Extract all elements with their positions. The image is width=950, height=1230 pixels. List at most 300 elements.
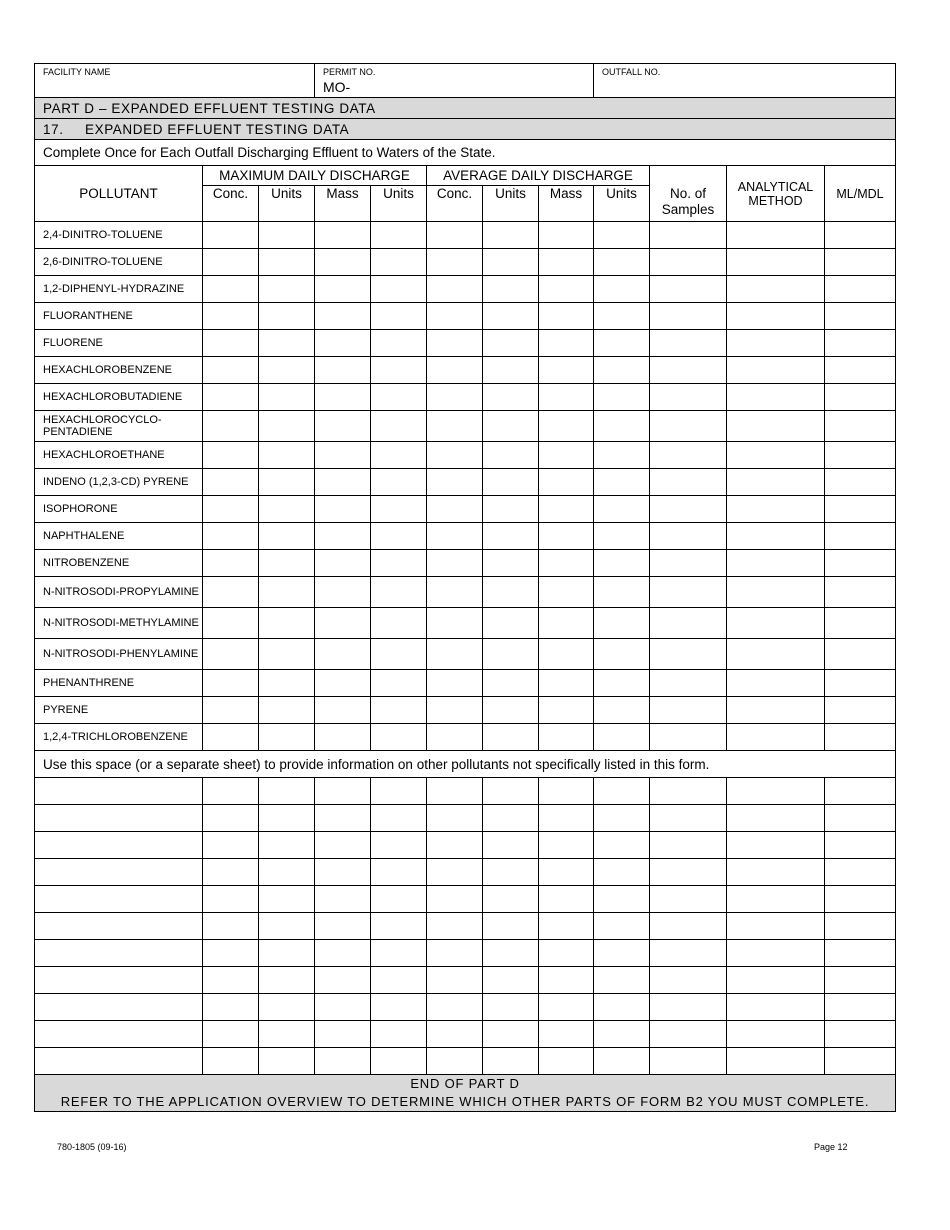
data-entry-cell[interactable] xyxy=(483,859,539,886)
data-entry-cell[interactable] xyxy=(315,442,371,469)
data-entry-cell[interactable] xyxy=(315,330,371,357)
data-entry-cell[interactable] xyxy=(203,913,259,940)
data-entry-cell[interactable] xyxy=(203,577,259,608)
data-entry-cell[interactable] xyxy=(427,384,483,411)
data-entry-cell[interactable] xyxy=(650,1048,727,1075)
data-entry-cell[interactable] xyxy=(259,496,315,523)
data-entry-cell[interactable] xyxy=(727,778,825,805)
data-entry-cell[interactable] xyxy=(650,523,727,550)
data-entry-cell[interactable] xyxy=(203,886,259,913)
data-entry-cell[interactable] xyxy=(259,778,315,805)
data-entry-cell[interactable] xyxy=(259,832,315,859)
data-entry-cell[interactable] xyxy=(539,411,594,442)
data-entry-cell[interactable] xyxy=(483,1048,539,1075)
data-entry-cell[interactable] xyxy=(427,469,483,496)
data-entry-cell[interactable] xyxy=(650,384,727,411)
data-entry-cell[interactable] xyxy=(650,222,727,249)
data-entry-cell[interactable] xyxy=(259,940,315,967)
data-entry-cell[interactable] xyxy=(650,940,727,967)
data-entry-cell[interactable] xyxy=(539,496,594,523)
data-entry-cell[interactable] xyxy=(259,697,315,724)
data-entry-cell[interactable] xyxy=(825,994,896,1021)
data-entry-cell[interactable] xyxy=(371,577,427,608)
data-entry-cell[interactable] xyxy=(427,330,483,357)
data-entry-cell[interactable] xyxy=(825,967,896,994)
data-entry-cell[interactable] xyxy=(315,639,371,670)
data-entry-cell[interactable] xyxy=(539,249,594,276)
data-entry-cell[interactable] xyxy=(539,967,594,994)
data-entry-cell[interactable] xyxy=(427,222,483,249)
pollutant-name-input[interactable] xyxy=(35,778,203,805)
data-entry-cell[interactable] xyxy=(371,1048,427,1075)
data-entry-cell[interactable] xyxy=(315,469,371,496)
pollutant-name-input[interactable] xyxy=(35,967,203,994)
data-entry-cell[interactable] xyxy=(203,859,259,886)
data-entry-cell[interactable] xyxy=(825,608,896,639)
data-entry-cell[interactable] xyxy=(594,442,650,469)
data-entry-cell[interactable] xyxy=(259,724,315,751)
data-entry-cell[interactable] xyxy=(371,886,427,913)
data-entry-cell[interactable] xyxy=(650,411,727,442)
data-entry-cell[interactable] xyxy=(259,913,315,940)
data-entry-cell[interactable] xyxy=(259,550,315,577)
data-entry-cell[interactable] xyxy=(825,913,896,940)
data-entry-cell[interactable] xyxy=(650,639,727,670)
data-entry-cell[interactable] xyxy=(825,832,896,859)
data-entry-cell[interactable] xyxy=(203,1021,259,1048)
data-entry-cell[interactable] xyxy=(539,469,594,496)
data-entry-cell[interactable] xyxy=(650,697,727,724)
data-entry-cell[interactable] xyxy=(727,469,825,496)
data-entry-cell[interactable] xyxy=(483,805,539,832)
data-entry-cell[interactable] xyxy=(594,496,650,523)
data-entry-cell[interactable] xyxy=(539,778,594,805)
data-entry-cell[interactable] xyxy=(427,249,483,276)
data-entry-cell[interactable] xyxy=(825,859,896,886)
data-entry-cell[interactable] xyxy=(727,411,825,442)
data-entry-cell[interactable] xyxy=(371,859,427,886)
data-entry-cell[interactable] xyxy=(259,523,315,550)
data-entry-cell[interactable] xyxy=(203,357,259,384)
data-entry-cell[interactable] xyxy=(594,608,650,639)
data-entry-cell[interactable] xyxy=(825,222,896,249)
data-entry-cell[interactable] xyxy=(203,384,259,411)
data-entry-cell[interactable] xyxy=(203,330,259,357)
data-entry-cell[interactable] xyxy=(315,994,371,1021)
data-entry-cell[interactable] xyxy=(825,384,896,411)
data-entry-cell[interactable] xyxy=(203,496,259,523)
data-entry-cell[interactable] xyxy=(371,357,427,384)
data-entry-cell[interactable] xyxy=(594,222,650,249)
data-entry-cell[interactable] xyxy=(259,330,315,357)
data-entry-cell[interactable] xyxy=(727,697,825,724)
data-entry-cell[interactable] xyxy=(315,1048,371,1075)
data-entry-cell[interactable] xyxy=(483,1021,539,1048)
data-entry-cell[interactable] xyxy=(315,670,371,697)
data-entry-cell[interactable] xyxy=(203,442,259,469)
data-entry-cell[interactable] xyxy=(825,303,896,330)
data-entry-cell[interactable] xyxy=(371,994,427,1021)
data-entry-cell[interactable] xyxy=(203,697,259,724)
data-entry-cell[interactable] xyxy=(539,276,594,303)
data-entry-cell[interactable] xyxy=(315,222,371,249)
data-entry-cell[interactable] xyxy=(727,805,825,832)
data-entry-cell[interactable] xyxy=(539,639,594,670)
data-entry-cell[interactable] xyxy=(825,550,896,577)
data-entry-cell[interactable] xyxy=(825,670,896,697)
data-entry-cell[interactable] xyxy=(483,222,539,249)
data-entry-cell[interactable] xyxy=(594,832,650,859)
data-entry-cell[interactable] xyxy=(315,249,371,276)
data-entry-cell[interactable] xyxy=(483,442,539,469)
data-entry-cell[interactable] xyxy=(539,357,594,384)
facility-name-field[interactable] xyxy=(35,64,315,98)
data-entry-cell[interactable] xyxy=(259,303,315,330)
data-entry-cell[interactable] xyxy=(259,670,315,697)
data-entry-cell[interactable] xyxy=(594,330,650,357)
data-entry-cell[interactable] xyxy=(259,1048,315,1075)
data-entry-cell[interactable] xyxy=(315,550,371,577)
data-entry-cell[interactable] xyxy=(594,384,650,411)
data-entry-cell[interactable] xyxy=(727,724,825,751)
data-entry-cell[interactable] xyxy=(315,913,371,940)
data-entry-cell[interactable] xyxy=(594,357,650,384)
data-entry-cell[interactable] xyxy=(825,886,896,913)
data-entry-cell[interactable] xyxy=(825,577,896,608)
data-entry-cell[interactable] xyxy=(594,577,650,608)
data-entry-cell[interactable] xyxy=(483,276,539,303)
data-entry-cell[interactable] xyxy=(594,1048,650,1075)
data-entry-cell[interactable] xyxy=(539,670,594,697)
data-entry-cell[interactable] xyxy=(727,303,825,330)
data-entry-cell[interactable] xyxy=(483,330,539,357)
data-entry-cell[interactable] xyxy=(203,967,259,994)
data-entry-cell[interactable] xyxy=(483,523,539,550)
data-entry-cell[interactable] xyxy=(483,577,539,608)
data-entry-cell[interactable] xyxy=(315,967,371,994)
data-entry-cell[interactable] xyxy=(203,940,259,967)
data-entry-cell[interactable] xyxy=(594,940,650,967)
data-entry-cell[interactable] xyxy=(539,1021,594,1048)
data-entry-cell[interactable] xyxy=(315,276,371,303)
data-entry-cell[interactable] xyxy=(539,523,594,550)
data-entry-cell[interactable] xyxy=(727,1048,825,1075)
data-entry-cell[interactable] xyxy=(315,608,371,639)
data-entry-cell[interactable] xyxy=(259,1021,315,1048)
data-entry-cell[interactable] xyxy=(203,670,259,697)
data-entry-cell[interactable] xyxy=(427,1021,483,1048)
data-entry-cell[interactable] xyxy=(825,724,896,751)
data-entry-cell[interactable] xyxy=(315,577,371,608)
data-entry-cell[interactable] xyxy=(315,496,371,523)
data-entry-cell[interactable] xyxy=(825,639,896,670)
data-entry-cell[interactable] xyxy=(483,967,539,994)
data-entry-cell[interactable] xyxy=(825,1021,896,1048)
data-entry-cell[interactable] xyxy=(371,384,427,411)
data-entry-cell[interactable] xyxy=(727,550,825,577)
data-entry-cell[interactable] xyxy=(483,886,539,913)
data-entry-cell[interactable] xyxy=(727,913,825,940)
data-entry-cell[interactable] xyxy=(315,384,371,411)
data-entry-cell[interactable] xyxy=(539,222,594,249)
data-entry-cell[interactable] xyxy=(539,913,594,940)
data-entry-cell[interactable] xyxy=(427,608,483,639)
data-entry-cell[interactable] xyxy=(483,496,539,523)
data-entry-cell[interactable] xyxy=(371,276,427,303)
pollutant-name-input[interactable] xyxy=(35,1021,203,1048)
data-entry-cell[interactable] xyxy=(594,523,650,550)
data-entry-cell[interactable] xyxy=(483,303,539,330)
data-entry-cell[interactable] xyxy=(203,222,259,249)
data-entry-cell[interactable] xyxy=(483,913,539,940)
data-entry-cell[interactable] xyxy=(727,670,825,697)
data-entry-cell[interactable] xyxy=(315,411,371,442)
data-entry-cell[interactable] xyxy=(371,222,427,249)
data-entry-cell[interactable] xyxy=(825,940,896,967)
data-entry-cell[interactable] xyxy=(483,411,539,442)
outfall-no-field[interactable] xyxy=(594,64,896,98)
data-entry-cell[interactable] xyxy=(727,222,825,249)
data-entry-cell[interactable] xyxy=(594,550,650,577)
data-entry-cell[interactable] xyxy=(594,411,650,442)
data-entry-cell[interactable] xyxy=(371,724,427,751)
data-entry-cell[interactable] xyxy=(203,276,259,303)
data-entry-cell[interactable] xyxy=(727,940,825,967)
data-entry-cell[interactable] xyxy=(539,330,594,357)
data-entry-cell[interactable] xyxy=(483,469,539,496)
data-entry-cell[interactable] xyxy=(371,778,427,805)
data-entry-cell[interactable] xyxy=(259,994,315,1021)
data-entry-cell[interactable] xyxy=(483,670,539,697)
data-entry-cell[interactable] xyxy=(825,411,896,442)
data-entry-cell[interactable] xyxy=(539,697,594,724)
data-entry-cell[interactable] xyxy=(483,249,539,276)
data-entry-cell[interactable] xyxy=(427,523,483,550)
data-entry-cell[interactable] xyxy=(203,469,259,496)
data-entry-cell[interactable] xyxy=(650,550,727,577)
data-entry-cell[interactable] xyxy=(825,330,896,357)
data-entry-cell[interactable] xyxy=(371,639,427,670)
data-entry-cell[interactable] xyxy=(203,550,259,577)
data-entry-cell[interactable] xyxy=(727,276,825,303)
data-entry-cell[interactable] xyxy=(427,276,483,303)
data-entry-cell[interactable] xyxy=(539,577,594,608)
data-entry-cell[interactable] xyxy=(727,357,825,384)
data-entry-cell[interactable] xyxy=(203,411,259,442)
data-entry-cell[interactable] xyxy=(371,967,427,994)
data-entry-cell[interactable] xyxy=(594,859,650,886)
data-entry-cell[interactable] xyxy=(539,832,594,859)
data-entry-cell[interactable] xyxy=(315,940,371,967)
data-entry-cell[interactable] xyxy=(594,276,650,303)
data-entry-cell[interactable] xyxy=(371,608,427,639)
data-entry-cell[interactable] xyxy=(427,940,483,967)
data-entry-cell[interactable] xyxy=(427,778,483,805)
data-entry-cell[interactable] xyxy=(203,778,259,805)
data-entry-cell[interactable] xyxy=(727,639,825,670)
data-entry-cell[interactable] xyxy=(539,859,594,886)
data-entry-cell[interactable] xyxy=(371,330,427,357)
data-entry-cell[interactable] xyxy=(315,697,371,724)
data-entry-cell[interactable] xyxy=(539,805,594,832)
data-entry-cell[interactable] xyxy=(371,442,427,469)
data-entry-cell[interactable] xyxy=(594,249,650,276)
data-entry-cell[interactable] xyxy=(259,577,315,608)
data-entry-cell[interactable] xyxy=(650,303,727,330)
data-entry-cell[interactable] xyxy=(727,577,825,608)
data-entry-cell[interactable] xyxy=(427,442,483,469)
data-entry-cell[interactable] xyxy=(427,967,483,994)
data-entry-cell[interactable] xyxy=(825,276,896,303)
data-entry-cell[interactable] xyxy=(315,724,371,751)
data-entry-cell[interactable] xyxy=(203,608,259,639)
data-entry-cell[interactable] xyxy=(371,697,427,724)
data-entry-cell[interactable] xyxy=(539,303,594,330)
data-entry-cell[interactable] xyxy=(371,1021,427,1048)
data-entry-cell[interactable] xyxy=(825,442,896,469)
data-entry-cell[interactable] xyxy=(203,523,259,550)
data-entry-cell[interactable] xyxy=(650,496,727,523)
data-entry-cell[interactable] xyxy=(427,913,483,940)
data-entry-cell[interactable] xyxy=(825,249,896,276)
data-entry-cell[interactable] xyxy=(650,805,727,832)
data-entry-cell[interactable] xyxy=(650,1021,727,1048)
data-entry-cell[interactable] xyxy=(371,249,427,276)
pollutant-name-input[interactable] xyxy=(35,913,203,940)
data-entry-cell[interactable] xyxy=(825,469,896,496)
data-entry-cell[interactable] xyxy=(727,608,825,639)
data-entry-cell[interactable] xyxy=(539,550,594,577)
data-entry-cell[interactable] xyxy=(259,639,315,670)
data-entry-cell[interactable] xyxy=(483,832,539,859)
data-entry-cell[interactable] xyxy=(650,778,727,805)
data-entry-cell[interactable] xyxy=(371,469,427,496)
data-entry-cell[interactable] xyxy=(825,523,896,550)
data-entry-cell[interactable] xyxy=(371,805,427,832)
data-entry-cell[interactable] xyxy=(315,303,371,330)
data-entry-cell[interactable] xyxy=(825,496,896,523)
data-entry-cell[interactable] xyxy=(825,805,896,832)
data-entry-cell[interactable] xyxy=(203,994,259,1021)
pollutant-name-input[interactable] xyxy=(35,1048,203,1075)
data-entry-cell[interactable] xyxy=(483,940,539,967)
data-entry-cell[interactable] xyxy=(825,1048,896,1075)
data-entry-cell[interactable] xyxy=(483,778,539,805)
data-entry-cell[interactable] xyxy=(483,994,539,1021)
data-entry-cell[interactable] xyxy=(594,913,650,940)
data-entry-cell[interactable] xyxy=(727,523,825,550)
pollutant-name-input[interactable] xyxy=(35,859,203,886)
data-entry-cell[interactable] xyxy=(315,832,371,859)
data-entry-cell[interactable] xyxy=(539,442,594,469)
data-entry-cell[interactable] xyxy=(427,832,483,859)
data-entry-cell[interactable] xyxy=(259,384,315,411)
data-entry-cell[interactable] xyxy=(371,913,427,940)
data-entry-cell[interactable] xyxy=(371,303,427,330)
data-entry-cell[interactable] xyxy=(650,469,727,496)
data-entry-cell[interactable] xyxy=(259,357,315,384)
data-entry-cell[interactable] xyxy=(594,697,650,724)
data-entry-cell[interactable] xyxy=(594,886,650,913)
data-entry-cell[interactable] xyxy=(427,639,483,670)
data-entry-cell[interactable] xyxy=(594,724,650,751)
data-entry-cell[interactable] xyxy=(727,967,825,994)
data-entry-cell[interactable] xyxy=(259,276,315,303)
data-entry-cell[interactable] xyxy=(371,496,427,523)
data-entry-cell[interactable] xyxy=(650,724,727,751)
data-entry-cell[interactable] xyxy=(825,697,896,724)
data-entry-cell[interactable] xyxy=(203,724,259,751)
data-entry-cell[interactable] xyxy=(259,469,315,496)
data-entry-cell[interactable] xyxy=(539,940,594,967)
data-entry-cell[interactable] xyxy=(594,967,650,994)
data-entry-cell[interactable] xyxy=(259,411,315,442)
data-entry-cell[interactable] xyxy=(427,724,483,751)
data-entry-cell[interactable] xyxy=(259,859,315,886)
data-entry-cell[interactable] xyxy=(315,1021,371,1048)
data-entry-cell[interactable] xyxy=(371,940,427,967)
data-entry-cell[interactable] xyxy=(650,577,727,608)
data-entry-cell[interactable] xyxy=(427,411,483,442)
data-entry-cell[interactable] xyxy=(650,276,727,303)
data-entry-cell[interactable] xyxy=(427,697,483,724)
data-entry-cell[interactable] xyxy=(594,994,650,1021)
data-entry-cell[interactable] xyxy=(727,496,825,523)
data-entry-cell[interactable] xyxy=(315,886,371,913)
data-entry-cell[interactable] xyxy=(539,886,594,913)
pollutant-name-input[interactable] xyxy=(35,940,203,967)
data-entry-cell[interactable] xyxy=(427,357,483,384)
pollutant-name-input[interactable] xyxy=(35,994,203,1021)
data-entry-cell[interactable] xyxy=(427,994,483,1021)
data-entry-cell[interactable] xyxy=(727,442,825,469)
data-entry-cell[interactable] xyxy=(650,357,727,384)
data-entry-cell[interactable] xyxy=(727,1021,825,1048)
data-entry-cell[interactable] xyxy=(371,411,427,442)
data-entry-cell[interactable] xyxy=(483,384,539,411)
data-entry-cell[interactable] xyxy=(371,550,427,577)
data-entry-cell[interactable] xyxy=(427,886,483,913)
data-entry-cell[interactable] xyxy=(315,778,371,805)
data-entry-cell[interactable] xyxy=(594,805,650,832)
data-entry-cell[interactable] xyxy=(650,442,727,469)
data-entry-cell[interactable] xyxy=(315,805,371,832)
data-entry-cell[interactable] xyxy=(315,523,371,550)
data-entry-cell[interactable] xyxy=(371,670,427,697)
data-entry-cell[interactable] xyxy=(650,832,727,859)
data-entry-cell[interactable] xyxy=(203,805,259,832)
data-entry-cell[interactable] xyxy=(483,608,539,639)
data-entry-cell[interactable] xyxy=(650,859,727,886)
data-entry-cell[interactable] xyxy=(727,384,825,411)
data-entry-cell[interactable] xyxy=(594,639,650,670)
data-entry-cell[interactable] xyxy=(594,303,650,330)
data-entry-cell[interactable] xyxy=(259,805,315,832)
data-entry-cell[interactable] xyxy=(259,886,315,913)
data-entry-cell[interactable] xyxy=(727,886,825,913)
data-entry-cell[interactable] xyxy=(203,303,259,330)
data-entry-cell[interactable] xyxy=(315,859,371,886)
data-entry-cell[interactable] xyxy=(650,967,727,994)
data-entry-cell[interactable] xyxy=(539,608,594,639)
data-entry-cell[interactable] xyxy=(594,670,650,697)
data-entry-cell[interactable] xyxy=(727,832,825,859)
data-entry-cell[interactable] xyxy=(371,832,427,859)
data-entry-cell[interactable] xyxy=(203,249,259,276)
data-entry-cell[interactable] xyxy=(259,608,315,639)
data-entry-cell[interactable] xyxy=(650,608,727,639)
data-entry-cell[interactable] xyxy=(483,724,539,751)
